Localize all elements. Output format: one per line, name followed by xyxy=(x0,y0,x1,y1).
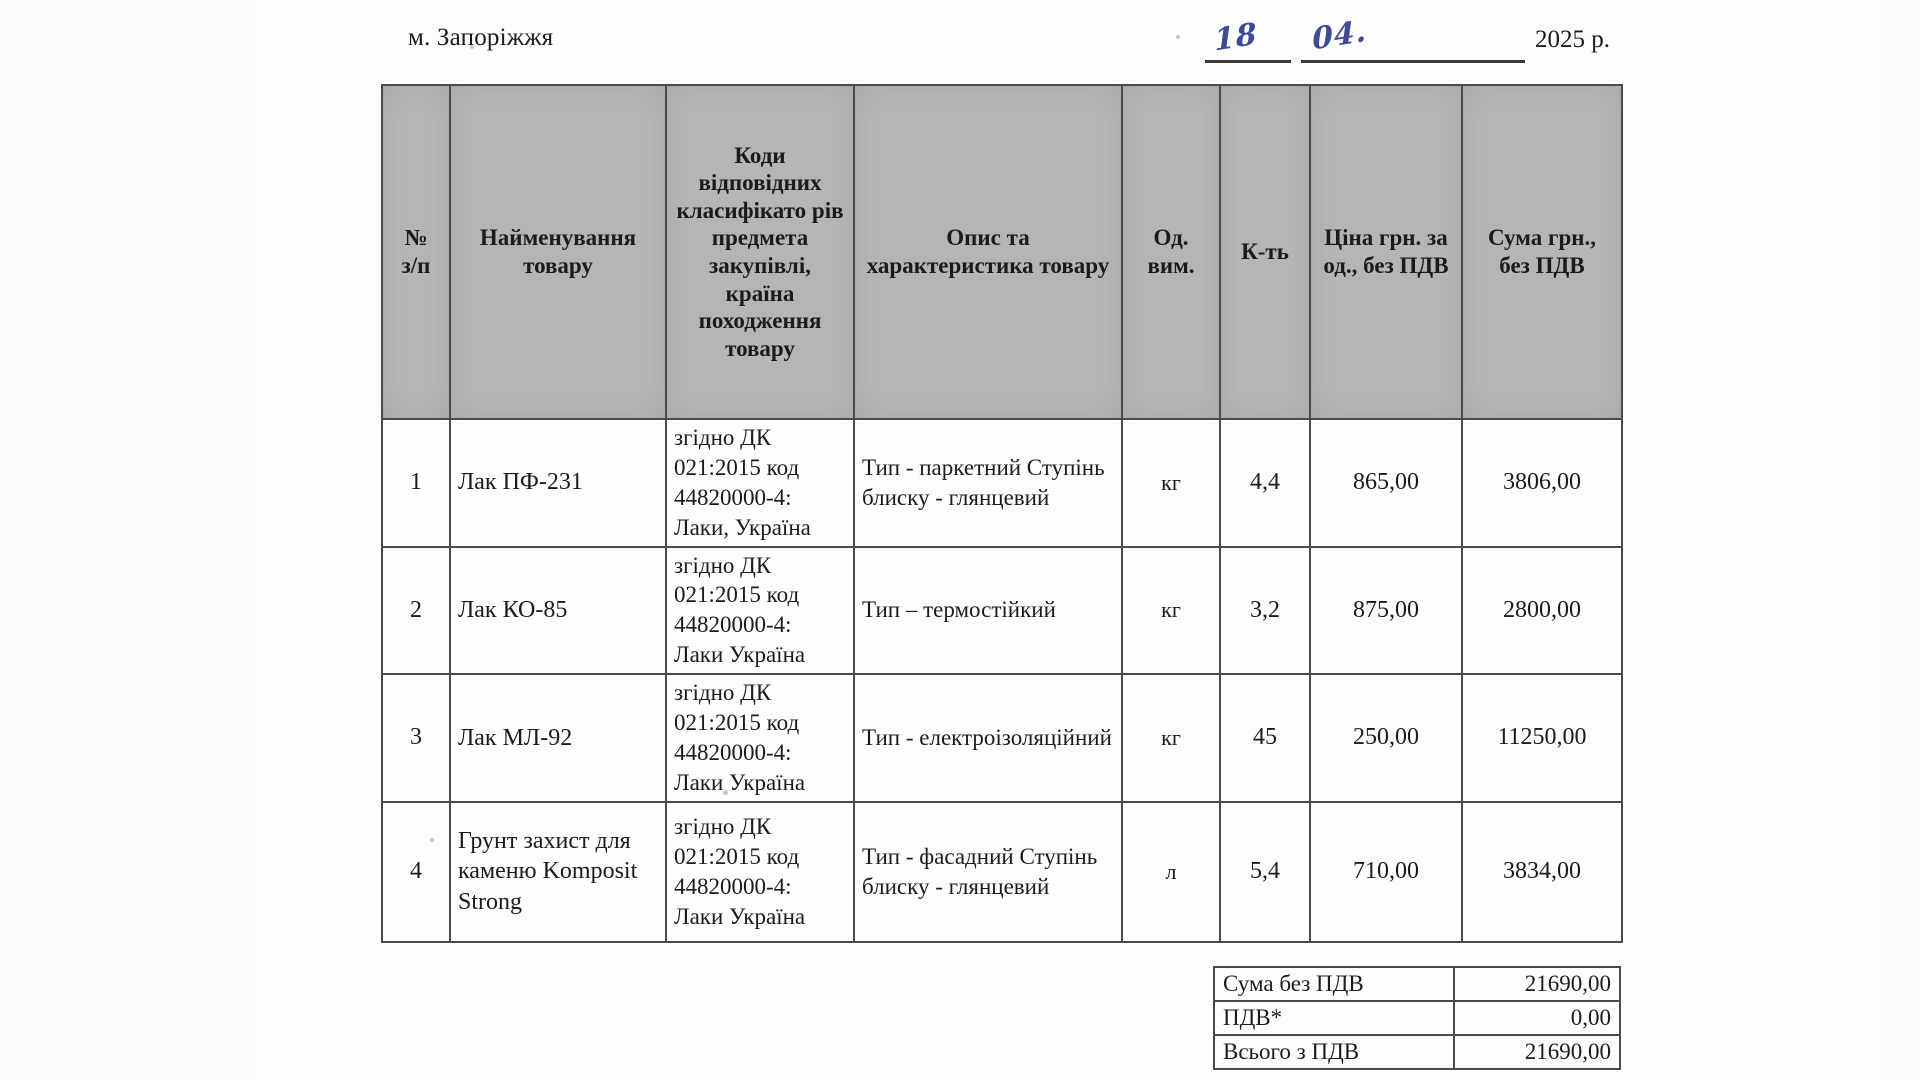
column-header-code: Коди відповідних класифікато рів предмета закупівлі, країна походження товару xyxy=(666,85,854,419)
cell-price: 250,00 xyxy=(1310,674,1462,802)
totals-value: 0,00 xyxy=(1454,1001,1620,1035)
column-header-price: Ціна грн. за од., без ПДВ xyxy=(1310,85,1462,419)
cell-no: 4 xyxy=(382,802,450,942)
table-row xyxy=(382,674,1622,802)
cell-price: 710,00 xyxy=(1310,802,1462,942)
column-header-no-line1: № xyxy=(404,225,428,251)
cell-description: Тип - паркетний Ступінь блиску - глянцевий xyxy=(854,419,1122,547)
cell-no: 3 xyxy=(382,674,450,802)
column-header-sum: Сума грн., без ПДВ xyxy=(1462,85,1622,419)
cell-quantity: 3,2 xyxy=(1220,547,1310,675)
scan-right-edge xyxy=(1880,0,1920,1080)
specification-table xyxy=(381,84,1623,943)
cell-unit: л xyxy=(1122,802,1220,942)
table-row xyxy=(382,419,1622,547)
totals-row xyxy=(1214,1035,1620,1069)
column-header-name: Найменування товару xyxy=(450,85,666,419)
cell-quantity: 5,4 xyxy=(1220,802,1310,942)
cell-code: згідно ДК 021:2015 код 44820000-4: Лаки Україна xyxy=(666,547,854,675)
totals-label: ПДВ* xyxy=(1214,1001,1454,1035)
cell-name: Грунт захист для каменю Komposit Strong xyxy=(450,802,666,942)
totals-table xyxy=(1213,966,1621,1070)
totals-row xyxy=(1214,1001,1620,1035)
handwritten-month: 04. xyxy=(1311,13,1368,58)
cell-name: Лак МЛ-92 xyxy=(450,674,666,802)
column-header-unit-line2: вим. xyxy=(1147,253,1195,278)
specification-table-container xyxy=(381,84,1621,943)
cell-unit: кг xyxy=(1122,547,1220,675)
totals-label: Сума без ПДВ xyxy=(1214,967,1454,1001)
table-row xyxy=(382,547,1622,675)
totals-table-container xyxy=(1213,966,1621,1070)
handwritten-day: 18 xyxy=(1213,16,1259,59)
column-header-no-line2: з/п xyxy=(401,253,431,278)
cell-quantity: 4,4 xyxy=(1220,419,1310,547)
date-line xyxy=(1205,13,1625,70)
cell-price: 875,00 xyxy=(1310,547,1462,675)
cell-sum: 3834,00 xyxy=(1462,802,1622,942)
cell-name: Лак ПФ-231 xyxy=(450,419,666,547)
cell-code: згідно ДК 021:2015 код 44820000-4: Лаки Україна xyxy=(666,802,854,942)
column-header-quantity: К-ть xyxy=(1220,85,1310,419)
cell-no: 1 xyxy=(382,419,450,547)
city-label: м. Запоріжжя xyxy=(408,24,554,51)
totals-value: 21690,00 xyxy=(1454,967,1620,1001)
cell-unit: кг xyxy=(1122,419,1220,547)
cell-code: згідно ДК 021:2015 код 44820000-4: Лаки, Україна xyxy=(666,419,854,547)
date-year-label: 2025 р. xyxy=(1535,26,1610,53)
column-header-unit-line1: Од. xyxy=(1153,225,1189,251)
table-body xyxy=(382,419,1622,942)
cell-no: 2 xyxy=(382,547,450,675)
cell-price: 865,00 xyxy=(1310,419,1462,547)
column-header-description: Опис та характеристика товару xyxy=(854,85,1122,419)
cell-quantity: 45 xyxy=(1220,674,1310,802)
cell-sum: 11250,00 xyxy=(1462,674,1622,802)
date-day-rule xyxy=(1205,60,1291,63)
cell-description: Тип - електроізоляційний xyxy=(854,674,1122,802)
totals-row xyxy=(1214,967,1620,1001)
date-month-rule xyxy=(1301,60,1525,63)
cell-unit: кг xyxy=(1122,674,1220,802)
document-header xyxy=(0,13,1920,70)
cell-description: Тип - фасадний Ступінь блиску - глянцевий xyxy=(854,802,1122,942)
totals-label: Всього з ПДВ xyxy=(1214,1035,1454,1069)
cell-sum: 2800,00 xyxy=(1462,547,1622,675)
cell-name: Лак КО-85 xyxy=(450,547,666,675)
table-row xyxy=(382,802,1622,942)
column-header-unit xyxy=(1122,85,1220,419)
totals-value: 21690,00 xyxy=(1454,1035,1620,1069)
cell-sum: 3806,00 xyxy=(1462,419,1622,547)
scan-left-edge xyxy=(0,0,252,1080)
column-header-no xyxy=(382,85,450,419)
cell-description: Тип – термостійкий xyxy=(854,547,1122,675)
table-header-row xyxy=(382,85,1622,419)
cell-code: згідно ДК 021:2015 код 44820000-4: Лаки Україна xyxy=(666,674,854,802)
